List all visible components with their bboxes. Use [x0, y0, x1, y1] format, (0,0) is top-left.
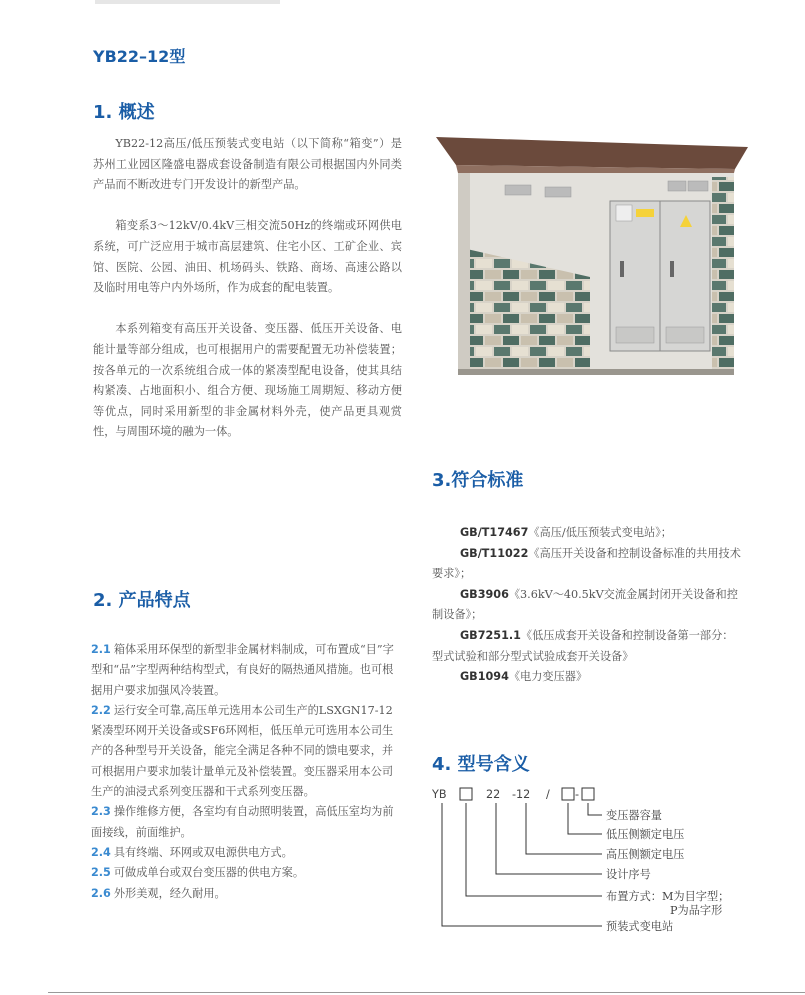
- substation-illustration: [430, 137, 752, 377]
- code-12: -12: [512, 788, 531, 801]
- label-layout-p: P为品字形: [670, 904, 723, 917]
- section-heading-overview: 1. 概述: [93, 102, 155, 123]
- label-capacity: 变压器容量: [606, 809, 662, 822]
- label-prefab: 预装式变电站: [606, 920, 674, 933]
- label-lv-voltage: 低压侧额定电压: [606, 828, 685, 841]
- standard-item: GB3906《3.6kV～40.5kV交流金属封闭开关设备和控制设备》；: [432, 587, 738, 622]
- feature-item: 2.5 可做成单台或双台变压器的供电方案。: [91, 866, 305, 880]
- overview-paragraph: 箱变系3～12kV/0.4kV三相交流50Hz的终端或环网供电系统，可广泛应用于城市高层建筑、住宅小区、工矿企业、宾馆、医院、公园、油田、机场码头、铁路、商场、高速公路以及临时用电等户内外场所，作为成套的配电装置。: [93, 219, 402, 295]
- section-heading-features: 2. 产品特点: [93, 590, 191, 611]
- section-heading-standards: 3.符合标准: [432, 470, 524, 491]
- feature-item: 2.1 箱体采用环保型的新型非金属材料制成，可布置成“目”字型和“品”字型两种结构型式，有良好的隔热通风措施。也可根据用户要求加强风冷装置。: [91, 643, 394, 697]
- feature-item: 2.4 具有终端、环网或双电源供电方式。: [91, 845, 293, 859]
- standard-item: GB7251.1《低压成套开关设备和控制设备第一部分：型式试验和部分型式试验成套开关设备》: [432, 628, 734, 663]
- model-code-diagram: [430, 780, 770, 940]
- model-title: YB22–12型: [93, 47, 186, 66]
- standard-item: GB/T17467《高压/低压预装式变电站》；: [460, 526, 672, 539]
- label-layout: 布置方式：M为目字型；: [606, 890, 730, 903]
- feature-item: 2.3 操作维修方便，各室均有自动照明装置，高低压室均为前面接线，前面维护。: [91, 805, 394, 839]
- standard-item: GB/T11022《高压开关设备和控制设备标准的共用技术要求》；: [432, 546, 741, 581]
- feature-item: 2.6 外形美观，经久耐用。: [91, 886, 226, 900]
- feature-item: 2.2 运行安全可靠,高压单元选用本公司生产的LSXGN17-12紧凑型环网开关设备或SF6环网柜，低压单元可选用本公司生产的各种型号开关设备，能完全满足各种不同的馈电要求，并可根据用户要求加装计量单元及补偿装置。变压器采用本公司生产的油浸式系列变压器和干式系列变压器。: [91, 703, 394, 799]
- standard-item: GB1094《电力变压器》: [460, 670, 588, 684]
- top-decor-bar: [95, 0, 280, 4]
- label-design-no: 设计序号: [606, 868, 651, 881]
- standards-list: [432, 523, 744, 688]
- section-heading-model-meaning: 4. 型号含义: [432, 754, 530, 775]
- bottom-rule: [48, 992, 805, 993]
- substation-photo: [430, 137, 752, 377]
- code-dash: -: [575, 788, 580, 801]
- code-slash: /: [546, 788, 550, 801]
- overview-paragraph: YB22-12高压/低压预装式变电站（以下简称“箱变”）是苏州工业园区隆盛电器成套设备制造有限公司根据国内外同类产品而不断改进专门开发设计的新型产品。: [93, 137, 402, 192]
- overview-text: [93, 134, 402, 443]
- label-hv-voltage: 高压侧额定电压: [606, 848, 685, 861]
- features-list: [91, 640, 402, 904]
- code-22: 22: [486, 788, 501, 801]
- overview-paragraph: 本系列箱变有高压开关设备、变压器、低压开关设备、电能计量等部分组成，也可根据用户的需要配置无功补偿装置；按各单元的一次系统组合成一体的紧凑型配电设备，使其具结构紧凑、占地面积小、组合方便、现场施工周期短、移动方便等优点，同时采用新型的非金属材料外壳，使产品更具观赏性，与周围环境的融为一体。: [93, 322, 402, 439]
- code-yb: YB: [432, 788, 447, 801]
- roof: [436, 137, 748, 169]
